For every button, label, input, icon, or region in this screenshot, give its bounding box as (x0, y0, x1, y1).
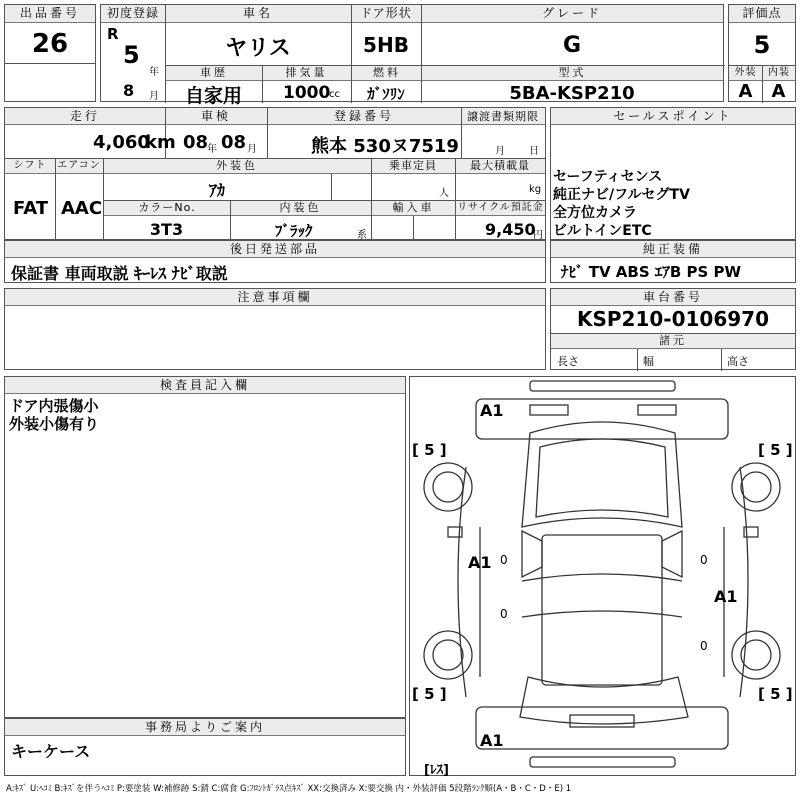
height-label: 高さ (727, 355, 749, 368)
ac-label: エアコン (55, 159, 103, 174)
car-name-label: 車名 (165, 5, 351, 23)
inspection-month: 08 (221, 132, 247, 153)
int-color-unit: 系 (357, 230, 367, 241)
door-label: ドア形状 (351, 5, 421, 23)
first-reg-label: 初度登録 (101, 5, 165, 23)
car-diagram (409, 376, 796, 776)
vehicle-header-box (100, 4, 724, 107)
ext-color-value: ｱｶ (208, 181, 225, 200)
history-label: 車歴 (166, 66, 262, 81)
equipment-block (550, 240, 796, 283)
capacity-unit: 人 (439, 188, 449, 199)
damage-mark: A1 (468, 553, 492, 572)
transfer-month-unit: 月 (495, 146, 505, 157)
office-block (4, 718, 406, 776)
damage-mark: A1 (480, 731, 504, 750)
displacement-label: 排気量 (262, 66, 351, 81)
damage-mark: A1 (714, 587, 738, 606)
spec-label: 諸元 (551, 334, 795, 349)
displacement-unit: cc (329, 89, 340, 100)
score-value: 5 (753, 31, 771, 59)
recycle-label: リサイクル預託金 (456, 201, 545, 216)
lot-number-value: 26 (31, 29, 69, 59)
shift-label: シフト (5, 159, 55, 174)
length-label: 長さ (557, 355, 579, 368)
inspection-month-unit: 月 (247, 144, 257, 155)
model-label: 型式 (422, 66, 723, 81)
sales-point-block (550, 107, 796, 240)
lot-number-box (4, 4, 96, 102)
inspection-label: 車検 (165, 108, 267, 125)
parts-value: 保証書 車両取説 ｷｰﾚｽ ﾅﾋﾞ取説 (11, 264, 228, 283)
spare-tire-mark: [ﾚｽ] (424, 763, 449, 778)
door-zero-mark: 0 (500, 553, 508, 567)
equipment-value: ﾅﾋﾞ TV ABS ｴｱB PS PW (561, 263, 742, 281)
max-load-unit: kg (529, 184, 542, 195)
inspection-year: 08 (183, 132, 209, 153)
fuel-label: 燃料 (352, 66, 422, 81)
mileage-block (4, 107, 546, 240)
sales-point-item: 全方位カメラ (553, 205, 637, 221)
tire-mark: [ 5 ] (412, 685, 447, 703)
first-reg-month-unit: 月 (149, 91, 159, 102)
damage-legend: A:ｷｽﾞ U:ﾍｺﾐ B:ｷｽﾞを伴うﾍｺﾐ P:要塗装 W:補修跡 S:錆 C:腐食 G:ﾌﾛﾝﾄｶﾞﾗｽ点ｷｽﾞ XX:交換済み X:要交換 内・外装評価 5段階ﾗﾝｸ順(A・B・C・D・E) 1 (6, 784, 572, 794)
exterior-score-value: A (738, 81, 753, 102)
grade-label: グレード (421, 5, 723, 23)
door-zero-mark: 0 (500, 607, 508, 621)
notes-label: 注意事項欄 (5, 289, 545, 306)
inspector-line: ドア内張傷小 (9, 397, 99, 415)
history-value: 自家用 (184, 85, 242, 107)
int-color-label: 内装色 (230, 201, 371, 216)
car-outline (410, 377, 795, 775)
chassis-block (550, 288, 796, 370)
office-label: 事務局よりご案内 (5, 719, 405, 736)
parts-block (4, 240, 546, 283)
lot-number-label: 出品番号 (5, 5, 95, 23)
equipment-label: 純正装備 (551, 241, 795, 258)
tire-mark: [ 5 ] (758, 685, 793, 703)
recycle-unit: 円 (533, 230, 543, 241)
mileage-value: 4,060 (93, 132, 150, 153)
inspection-year-unit: 年 (207, 144, 217, 155)
first-reg-era: R (107, 25, 119, 43)
door-value: 5HB (363, 33, 409, 57)
first-reg-year-unit: 年 (149, 67, 159, 78)
width-label: 幅 (643, 355, 654, 368)
ac-value: AAC (61, 198, 103, 219)
plate-value: 熊本 530ヌ7519 (311, 136, 459, 157)
score-box (728, 4, 796, 102)
door-zero-mark: 0 (700, 553, 708, 567)
office-value: キーケース (11, 742, 91, 761)
int-color-value: ﾌﾞﾗｯｸ (275, 222, 313, 240)
door-zero-mark: 0 (700, 639, 708, 653)
first-reg-month: 8 (123, 81, 135, 100)
max-load-label: 最大積載量 (455, 159, 545, 174)
exterior-score-label: 外装 (729, 66, 762, 81)
transfer-label: 譲渡書類期限 (461, 108, 545, 125)
mileage-unit: km (145, 132, 176, 153)
ext-color-label: 外装色 (103, 159, 371, 174)
sales-point-item: ビルトインETC (553, 223, 652, 239)
interior-score-label: 内装 (763, 66, 795, 81)
displacement-value: 1000 (283, 83, 331, 103)
sales-point-label: セールスポイント (551, 108, 795, 125)
first-reg-year: 5 (123, 41, 140, 69)
color-no-label: カラーNo. (104, 201, 230, 216)
sales-point-item: 純正ナビ/フルセグTV (553, 187, 690, 203)
transfer-day-unit: 日 (529, 146, 539, 157)
fuel-value: ｶﾞｿﾘﾝ (367, 85, 405, 103)
chassis-value: KSP210-0106970 (576, 307, 770, 331)
color-no-value: 3T3 (149, 220, 184, 239)
interior-score-value: A (771, 81, 786, 102)
import-label: 輸入車 (372, 201, 455, 216)
parts-label: 後日発送部品 (5, 241, 545, 258)
score-label: 評価点 (729, 5, 795, 23)
capacity-label: 乗車定員 (371, 159, 455, 174)
mileage-label: 走行 (5, 108, 165, 125)
sales-point-item: セーフティセンス (553, 169, 663, 185)
grade-value: G (562, 33, 582, 58)
inspector-block (4, 376, 406, 718)
damage-mark: A1 (480, 401, 504, 420)
recycle-value: 9,450 (485, 220, 536, 239)
tire-mark: [ 5 ] (412, 441, 447, 459)
inspector-line: 外装小傷有り (9, 415, 100, 433)
plate-label: 登録番号 (267, 108, 461, 125)
chassis-label: 車台番号 (551, 289, 795, 306)
notes-block (4, 288, 546, 370)
model-value: 5BA-KSP210 (509, 83, 635, 104)
car-name-value: ヤリス (225, 36, 291, 61)
inspector-label: 検査員記入欄 (5, 377, 405, 394)
shift-value: FAT (13, 198, 49, 219)
tire-mark: [ 5 ] (758, 441, 793, 459)
